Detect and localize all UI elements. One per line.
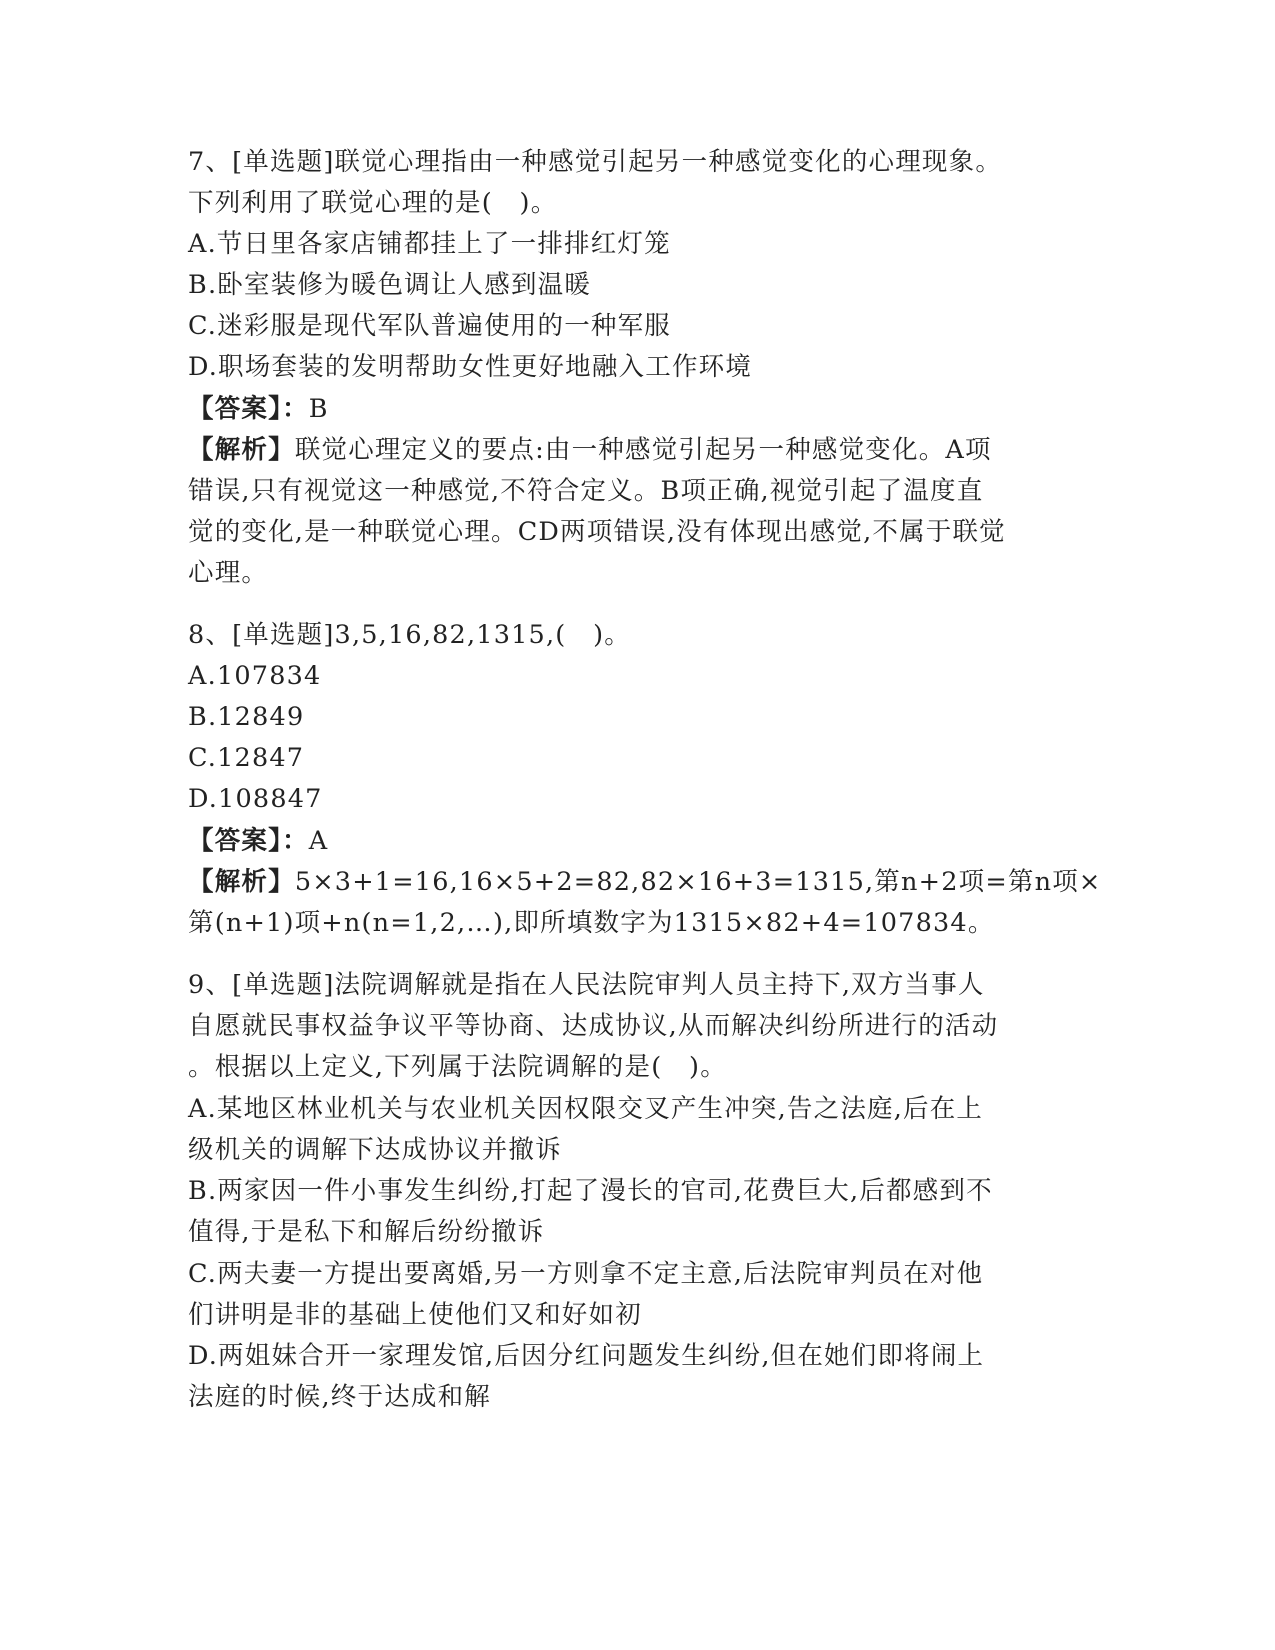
question-9-option-b-line-1: B.两家因一件小事发生纠纷,打起了漫长的官司,花费巨大,后都感到不 [188,1176,993,1206]
question-7-analysis-line-1 [188,432,992,468]
question-8-analysis-line-1 [188,864,1101,900]
question-7-analysis-line-4: 心理。 [188,558,269,588]
question-7-option-d: D.职场套装的发明帮助女性更好地融入工作环境 [188,352,753,382]
question-7-option-b: B.卧室装修为暖色调让人感到温暖 [188,270,592,300]
answer-label: 【答案】 [188,394,283,424]
question-8-option-d: D.108847 [188,784,323,814]
question-9-stem-line-2: 自愿就民事权益争议平等协商、达成协议,从而解决纠纷所进行的活动 [188,1011,999,1041]
question-9-option-d-line-1: D.两姐妹合开一家理发馆,后因分红问题发生纠纷,但在她们即将闹上 [188,1341,985,1371]
question-9-stem-line-1: 9、[单选题]法院调解就是指在人民法院审判人员主持下,双方当事人 [188,970,985,1000]
question-9-stem-line-3: 。根据以上定义,下列属于法院调解的是( )。 [188,1052,727,1082]
question-8-option-a: A.107834 [188,661,322,691]
question-7-stem-line-1: 7、[单选题]联觉心理指由一种感觉引起另一种感觉变化的心理现象。 [188,147,1003,177]
answer-separator: ： [282,826,309,856]
question-9-option-b-line-2: 值得,于是私下和解后纷纷撤诉 [188,1217,545,1247]
answer-value: B [308,394,329,424]
question-9-option-c-line-2: 们讲明是非的基础上使他们又和好如初 [188,1300,642,1330]
question-8-answer [188,823,328,859]
question-7-analysis-line-2: 错误,只有视觉这一种感觉,不符合定义。B项正确,视觉引起了温度直 [188,476,984,506]
analysis-text: 5×3+1=16,16×5+2=82,82×16+3=1315,第n+2项=第n项× [294,867,1102,897]
answer-separator: ： [282,394,309,424]
question-8-option-b: B.12849 [188,702,305,732]
question-7-stem-line-2: 下列利用了联觉心理的是( )。 [188,188,558,218]
question-9-option-a-line-1: A.某地区林业机关与农业机关因权限交叉产生冲突,告之法庭,后在上 [188,1094,984,1124]
analysis-label: 【解析】 [188,867,295,897]
question-8-stem-line-1: 8、[单选题]3,5,16,82,1315,( )。 [188,620,631,650]
question-7-option-c: C.迷彩服是现代军队普遍使用的一种军服 [188,311,672,341]
question-9-option-a-line-2: 级机关的调解下达成协议并撤诉 [188,1135,562,1165]
question-8-analysis-line-2: 第(n+1)项+n(n=1,2,…),即所填数字为1315×82+4=107834。 [188,908,995,938]
question-9-option-d-line-2: 法庭的时候,终于达成和解 [188,1382,492,1412]
question-7-option-a: A.节日里各家店铺都挂上了一排排红灯笼 [188,229,671,259]
question-7-analysis-line-3: 觉的变化,是一种联觉心理。CD两项错误,没有体现出感觉,不属于联觉 [188,517,1006,547]
question-7-answer [188,391,329,427]
question-9-option-c-line-1: C.两夫妻一方提出要离婚,另一方则拿不定主意,后法院审判员在对他 [188,1259,984,1289]
analysis-label: 【解析】 [188,435,295,465]
analysis-text: 联觉心理定义的要点:由一种感觉引起另一种感觉变化。A项 [294,435,992,465]
answer-label: 【答案】 [188,826,283,856]
answer-value: A [308,826,329,856]
question-8-option-c: C.12847 [188,743,305,773]
